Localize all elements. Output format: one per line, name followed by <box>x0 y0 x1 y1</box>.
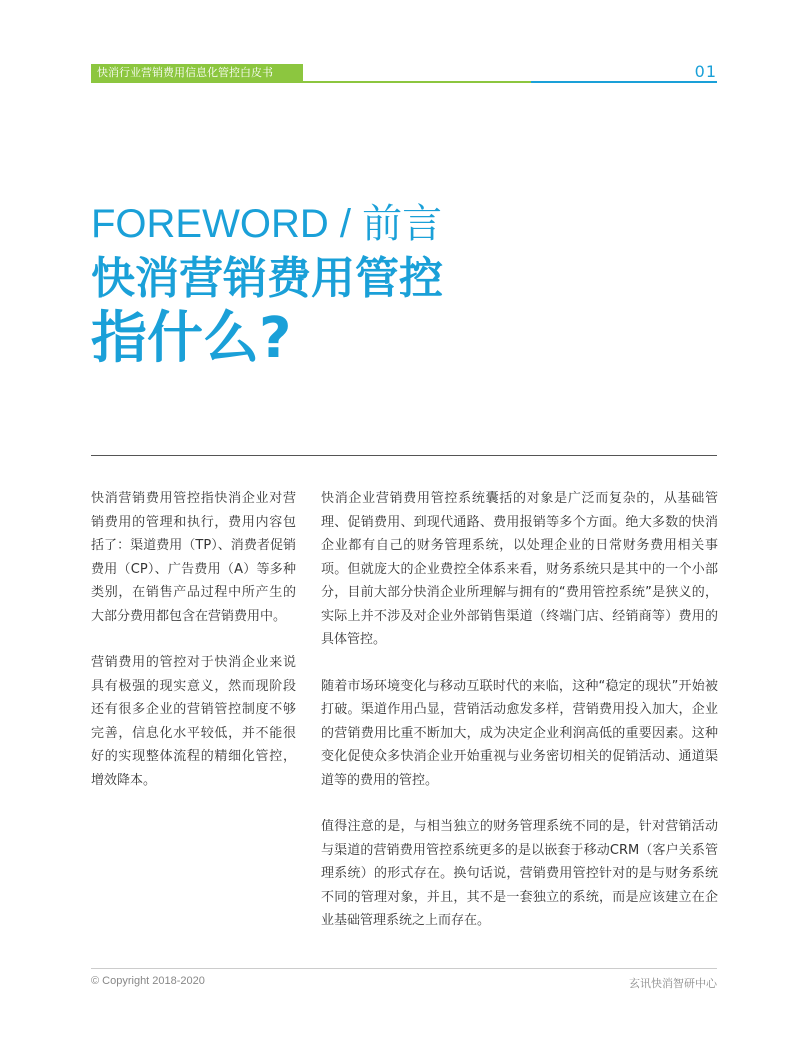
left-column <box>91 487 296 792</box>
left-paragraph-1: 快消营销费用管控指快消企业对营销费用的管理和执行，费用内容包括了：渠道费用（TP）、消费者促销费用（CP）、广告费用（A）等多种类别，在销售产品过程中所产生的大部分费用都包含在营销费用中。 <box>91 491 296 624</box>
header-rule-green <box>91 81 531 83</box>
right-paragraph-1: 快消企业营销费用管控系统囊括的对象是广泛而复杂的，从基础管理、促销费用、到现代通路、费用报销等多个方面。绝大多数的快消企业都有自己的财务管理系统，以处理企业的日常财务费用相关事项。但就庞大的企业费控全体系来看，财务系统只是其中的一个小部分，目前大部分快消企业所理解与拥有的“费用管控系统”是狭义的，实际上并不涉及对企业外部销售渠道（终端门店、经销商等）费用的具体管控。 <box>321 491 718 647</box>
right-column <box>321 487 718 933</box>
section-divider <box>91 455 717 456</box>
right-paragraph-2: 随着市场环境变化与移动互联时代的来临，这种“稳定的现状”开始被打破。渠道作用凸显，营销活动愈发多样，营销费用投入加大，企业的营销费用比重不断加大，成为决定企业利润高低的重要因素。这种变化促使众多快消企业开始重视与业务密切相关的促销活动、通道渠道等的费用的管控。 <box>321 678 718 788</box>
footer-organization: 玄讯快消智研中心 <box>629 977 717 990</box>
right-paragraph-3: 值得注意的是，与相当独立的财务管理系统不同的是，针对营销活动与渠道的营销费用管控系统更多的是以嵌套于移动CRM（客户关系管理系统）的形式存在。换句话说，营销费用管控针对的是与财务系统不同的管理对象，并且，其不是一套独立的系统，而是应该建立在企业基础管理系统之上而存在。 <box>321 819 718 928</box>
header-document-tag: 快消行业营销费用信息化管控白皮书 <box>91 64 303 82</box>
footer-rule <box>91 968 717 969</box>
title-foreword: FOREWORD / 前言 <box>91 202 443 246</box>
header-rule-blue <box>531 81 717 83</box>
page-number: 01 <box>694 62 717 81</box>
footer-copyright: © Copyright 2018-2020 <box>91 975 205 987</box>
title-main-line-1: 快消营销费用管控 <box>91 253 443 304</box>
left-paragraph-2: 营销费用的管控对于快消企业来说具有极强的现实意义，然而现阶段还有很多企业的营销管控制度不够完善，信息化水平较低，并不能很好的实现整体流程的精细化管控，增效降本。 <box>91 655 296 788</box>
title-main-line-2: 指什么? <box>91 306 292 371</box>
